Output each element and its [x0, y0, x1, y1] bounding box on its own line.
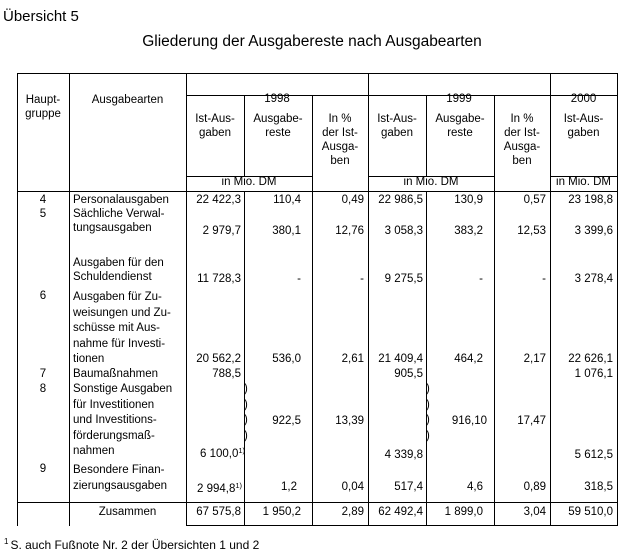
footnote-mark: 1) — [238, 446, 246, 455]
row-label-zuweisungen: Ausgaben für Zu- weisungen und Zu- schüsse mit Aus- nahme für Investi- tionen — [73, 291, 171, 365]
cell-value: - — [542, 273, 546, 285]
cell-value: 4,6 — [467, 481, 483, 493]
cell-value: 22 986,5 — [378, 194, 423, 206]
cell-value: 12,76 — [335, 225, 364, 237]
header-year-1999: 1999 — [446, 93, 472, 105]
cell-value: 11 728,3 — [197, 273, 241, 285]
header-prozent-1998: In % der Ist- Ausga- ben — [321, 113, 359, 167]
cell-value: 1,2 — [281, 481, 297, 493]
cell-value: 2,17 — [523, 353, 546, 365]
cell-value: 464,2 — [454, 353, 483, 365]
cell-value: 13,39 — [335, 415, 364, 427]
total-label: Zusammen — [98, 506, 157, 518]
bracket-marks-1998: ) ) ) ) — [244, 383, 248, 442]
cell-value: 17,47 — [517, 415, 546, 427]
row-label-personalausgaben: Personalausgaben — [73, 194, 169, 206]
footnote — [4, 537, 259, 552]
cell-value: 2 979,7 — [202, 225, 241, 237]
header-prozent-1999: In % der Ist- Ausga- ben — [503, 113, 541, 167]
group-number: 5 — [39, 208, 47, 220]
unit-label-1999: in Mio. DM — [403, 176, 459, 188]
overview-label: Übersicht 5 — [3, 8, 79, 25]
row-label-saechliche: Sächliche Verwal- tungsausgaben — [73, 208, 165, 234]
row-label-investitionen: Sonstige Ausgaben für Investitionen und Investitions- förderungsmaß- nahmen — [73, 383, 173, 457]
header-hauptgruppe: Haupt- gruppe — [25, 94, 61, 120]
header-ausgabereste-1999: Ausgabe- reste — [435, 113, 485, 139]
header-ausgabereste-1998: Ausgabe- reste — [253, 113, 303, 139]
header-ist-ausgaben-1999: Ist-Aus- gaben — [377, 113, 417, 139]
cell-value: 2,61 — [341, 353, 364, 365]
cell-value: 23 198,8 — [568, 194, 613, 206]
cell-value: 6 100,0$^{1)}$ — [200, 446, 246, 460]
cell-value: 4 339,8 — [384, 449, 423, 461]
cell-value: 788,5 — [212, 368, 241, 380]
group-number: 8 — [39, 383, 47, 395]
total-value: 2,89 — [341, 506, 364, 518]
header-ausgabearten: Ausgabearten — [91, 94, 164, 106]
total-value: 3,04 — [523, 506, 546, 518]
cell-value: 318,5 — [584, 481, 613, 493]
cell-value: 0,04 — [341, 481, 364, 493]
total-value: 59 510,0 — [568, 506, 613, 518]
cell-value: 110,4 — [273, 194, 301, 206]
total-value: 1 899,0 — [444, 506, 483, 518]
group-number: 9 — [39, 463, 47, 475]
row-label-baumassnahmen: Baumaßnahmen — [73, 368, 159, 380]
header-ist-ausgaben-2000: Ist-Aus- gaben — [563, 113, 604, 139]
cell-value: 3 278,4 — [574, 273, 613, 285]
cell-value: 12,53 — [517, 225, 546, 237]
cell-value: 922,5 — [272, 415, 301, 427]
cell-value: 130,9 — [454, 194, 483, 206]
total-value: 67 575,8 — [196, 506, 241, 518]
unit-label-2000: in Mio. DM — [556, 176, 611, 188]
bracket-marks-1999: ) ) ) ) — [426, 383, 430, 442]
cell-value: 3 058,3 — [384, 225, 423, 237]
cell-value: 3 399,6 — [574, 225, 613, 237]
footnote-text: S. auch Fußnote Nr. 2 der Übersichten 1 und 2 — [10, 538, 260, 552]
row-label-finanzierung: Besondere Finan- zierungsausgaben — [73, 464, 167, 492]
cell-value: 5 612,5 — [574, 449, 613, 461]
footnote-mark: 1 — [4, 537, 9, 546]
cell-value: 20 562,2 — [196, 353, 241, 365]
cell-value: 536,0 — [272, 353, 301, 365]
cell-value: 380,1 — [272, 225, 301, 237]
row-label-schuldendienst: Ausgaben für den Schuldendienst — [73, 257, 164, 283]
cell-value: 22 422,3 — [196, 194, 241, 206]
cell-value: 9 275,5 — [384, 273, 423, 285]
table-title: Gliederung der Ausgabereste nach Ausgabearten — [142, 33, 482, 50]
cell-value: - — [360, 273, 364, 285]
cell-value: 22 626,1 — [568, 353, 613, 365]
total-value: 1 950,2 — [262, 506, 301, 518]
group-number: 4 — [39, 194, 47, 206]
header-ist-ausgaben-1998: Ist-Aus- gaben — [195, 113, 235, 139]
group-number: 6 — [39, 290, 47, 302]
cell-value: 517,4 — [394, 481, 423, 493]
cell-value: 905,5 — [394, 368, 423, 380]
cell-value: 21 409,4 — [378, 353, 423, 365]
cell-value: 1 076,1 — [574, 368, 613, 380]
cell-value: - — [297, 273, 301, 285]
cell-value: 0,49 — [341, 194, 364, 206]
unit-label-1998: in Mio. DM — [221, 176, 277, 188]
cell-value: 383,2 — [454, 225, 483, 237]
header-year-2000: 2000 — [570, 93, 597, 105]
header-year-1998: 1998 — [264, 93, 290, 105]
header-hauptgruppe-cell — [18, 74, 70, 192]
cell-value: 0,89 — [523, 481, 546, 493]
cell-value: - — [479, 273, 483, 285]
footnote-mark: 1) — [235, 481, 243, 490]
header-ausgabearten-cell — [70, 74, 187, 192]
group-number: 7 — [39, 368, 47, 380]
cell-value: 2 994,8$^{1)}$ — [197, 481, 243, 495]
cell-value: 916,10 — [451, 415, 487, 427]
cell-value: 0,57 — [523, 194, 546, 206]
total-value: 62 492,4 — [378, 506, 423, 518]
